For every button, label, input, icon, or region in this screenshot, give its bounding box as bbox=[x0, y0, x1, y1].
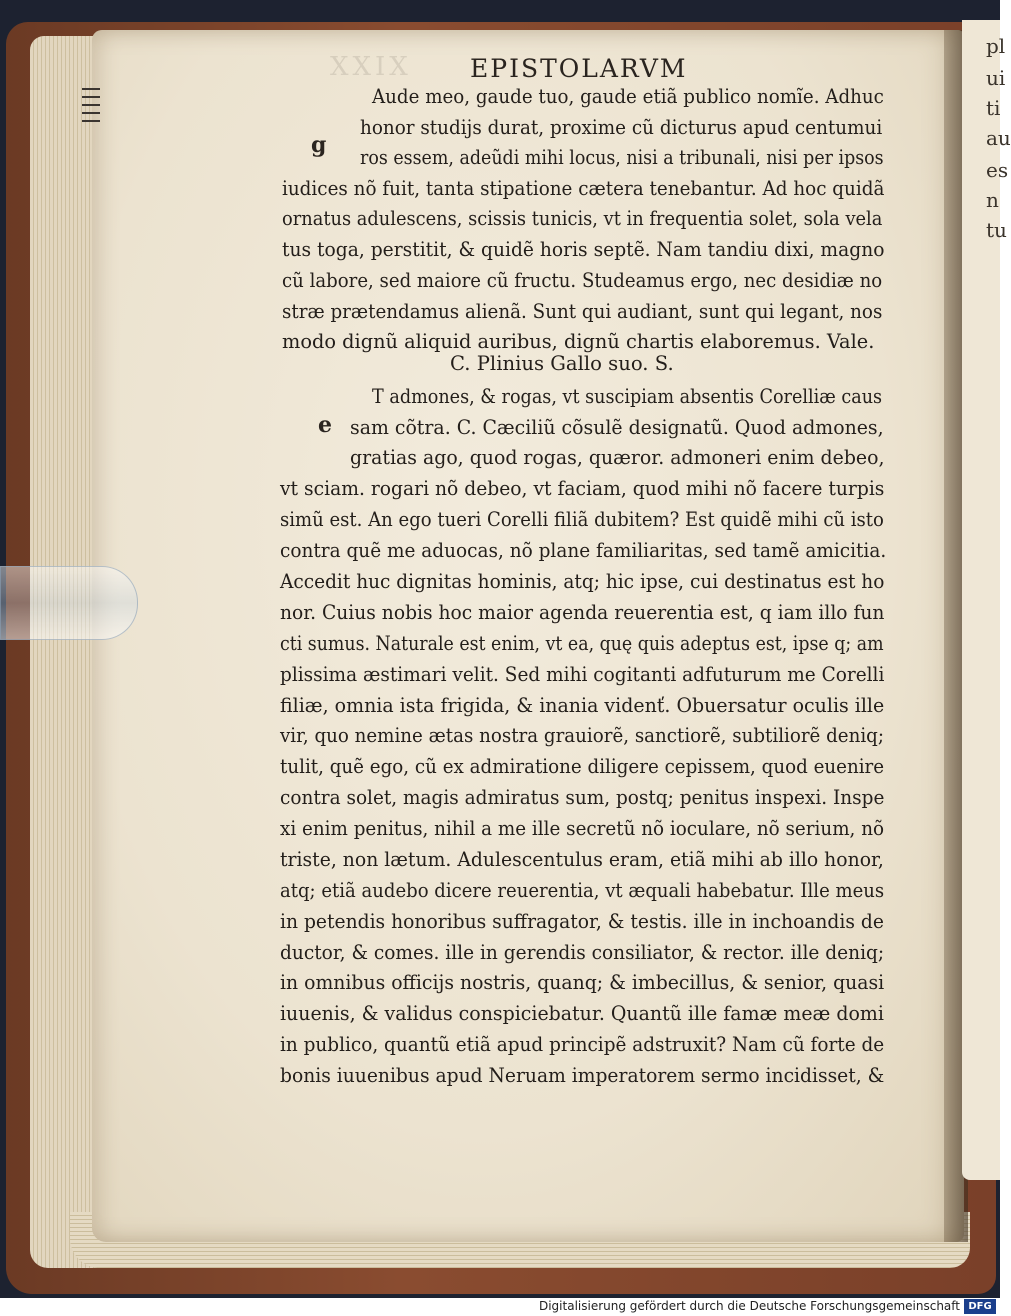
initial-letter-guide: e bbox=[318, 412, 332, 438]
text-line: ductor, & comes. ille in gerendis consiliator, & rector. ille deniq; bbox=[280, 941, 885, 964]
text-line: contra quẽ me aduocas, nõ plane familiaritas, sed tamẽ amicitia. bbox=[280, 539, 887, 562]
text-line: cũ labore, sed maiore cũ fructu. Studeamus ergo, nec desidiæ no bbox=[282, 269, 883, 292]
footer-credit: Digitalisierung gefördert durch die Deutsche Forschungsgemeinschaft bbox=[538, 1299, 960, 1313]
text-line: ornatus adulescens, scissis tunicis, vt in frequentia solet, sola vela bbox=[282, 207, 883, 230]
text-line: in publico, quantũ etiã apud principẽ adstruxit? Nam cũ forte de bbox=[280, 1033, 885, 1056]
text-line: xi enim penitus, nihil a me ille secretũ nõ ioculare, nõ serium, nõ bbox=[280, 817, 885, 840]
text-line: sam cõtra. C. Cæciliũ cõsulẽ designatũ. Quod admones, bbox=[350, 416, 884, 439]
text-line: tulit, quẽ ego, cũ ex admiratione diligere cepissem, quod euenire bbox=[280, 755, 885, 778]
text-line: Accedit huc dignitas hominis, atq; hic ipse, cui destinatus est ho bbox=[280, 570, 885, 593]
next-page-fragment: tu bbox=[986, 218, 1007, 242]
text-line: vt sciam. rogari nõ debeo, vt faciam, quod mihi nõ facere turpis bbox=[280, 477, 885, 500]
next-page-fragment: pl bbox=[986, 34, 1006, 58]
letter-salutation: C. Plinius Gallo suo. S. bbox=[450, 352, 674, 375]
next-page-fragment: es bbox=[986, 158, 1009, 182]
text-line: tus toga, perstitit, & quidẽ horis septẽ. Nam tandiu dixi, magno bbox=[282, 238, 885, 261]
text-line: iuuenis, & validus conspiciebatur. Quantũ ille famæ meæ domi bbox=[280, 1002, 884, 1025]
text-line: T admones, & rogas, vt suscipiam absentis Corelliæ caus bbox=[372, 385, 883, 408]
text-line: vir, quo nemine ætas nostra grauiorẽ, sanctiorẽ, subtiliorẽ deniq; bbox=[280, 724, 884, 747]
text-line: triste, non lætum. Adulescentulus eram, etiã mihi ab illo honor, bbox=[280, 848, 884, 871]
text-line: modo dignũ aliquid auribus, dignũ chartis elaboremus. Vale. bbox=[282, 330, 875, 353]
running-header: EPISTOLARVM bbox=[470, 54, 688, 83]
next-page-fragment: ui bbox=[986, 66, 1006, 90]
dfg-logo-icon: DFG bbox=[964, 1299, 996, 1314]
text-line: atq; etiã audebo dicere reuerentia, vt æquali habebatur. Ille meus bbox=[280, 879, 885, 902]
text-line: filiæ, omnia ista frigida, & inania videnť. Obuersatur oculis ille bbox=[280, 694, 885, 717]
text-line: honor studijs durat, proxime cũ dicturus apud centumui bbox=[360, 116, 883, 139]
text-line: gratias ago, quod rogas, quæror. admoneri enim debeo, bbox=[350, 446, 885, 469]
text-line: simũ est. An ego tueri Corelli filiã dubitem? Est quidẽ mihi cũ isto bbox=[280, 508, 884, 531]
text-line: in omnibus officijs nostris, quanq; & imbecillus, & senior, quasi bbox=[280, 971, 885, 994]
text-line: Aude meo, gaude tuo, gaude etiã publico nomĩe. Adhuc bbox=[372, 85, 884, 108]
text-line: nor. Cuius nobis hoc maior agenda reuerentia est, q iam illo fun bbox=[280, 601, 885, 624]
next-page-fragment: n bbox=[986, 188, 999, 212]
next-page-fragment: au bbox=[986, 126, 1011, 150]
next-page-fragment: ti bbox=[986, 96, 1001, 120]
text-line: stræ prætendamus alienã. Sunt qui audiant, sunt qui legant, nos bbox=[282, 300, 883, 323]
text-line: iudices nõ fuit, tanta stipatione cætera tenebantur. Ad hoc quidã bbox=[282, 177, 885, 200]
text-line: ros essem, adeũdi mihi locus, nisi a tribunali, nisi per ipsos bbox=[360, 146, 884, 169]
footer-bar bbox=[0, 1298, 1000, 1316]
initial-letter-guide: g bbox=[311, 132, 327, 158]
text-line: in petendis honoribus suffragator, & testis. ille in inchoandis de bbox=[280, 910, 884, 933]
text-line: contra solet, magis admiratus sum, postq; penitus inspexi. Inspe bbox=[280, 786, 885, 809]
text-line: plissima æstimari velit. Sed mihi cogitanti adfuturum me Corelli bbox=[280, 663, 885, 686]
text-line: bonis iuuenibus apud Neruam imperatorem sermo incidisset, & bbox=[280, 1064, 885, 1087]
bleed-through-header: XXIX bbox=[330, 52, 412, 82]
text-line: cti sumus. Naturale est enim, vt ea, quę quis adeptus est, ipse q; am bbox=[280, 632, 884, 655]
